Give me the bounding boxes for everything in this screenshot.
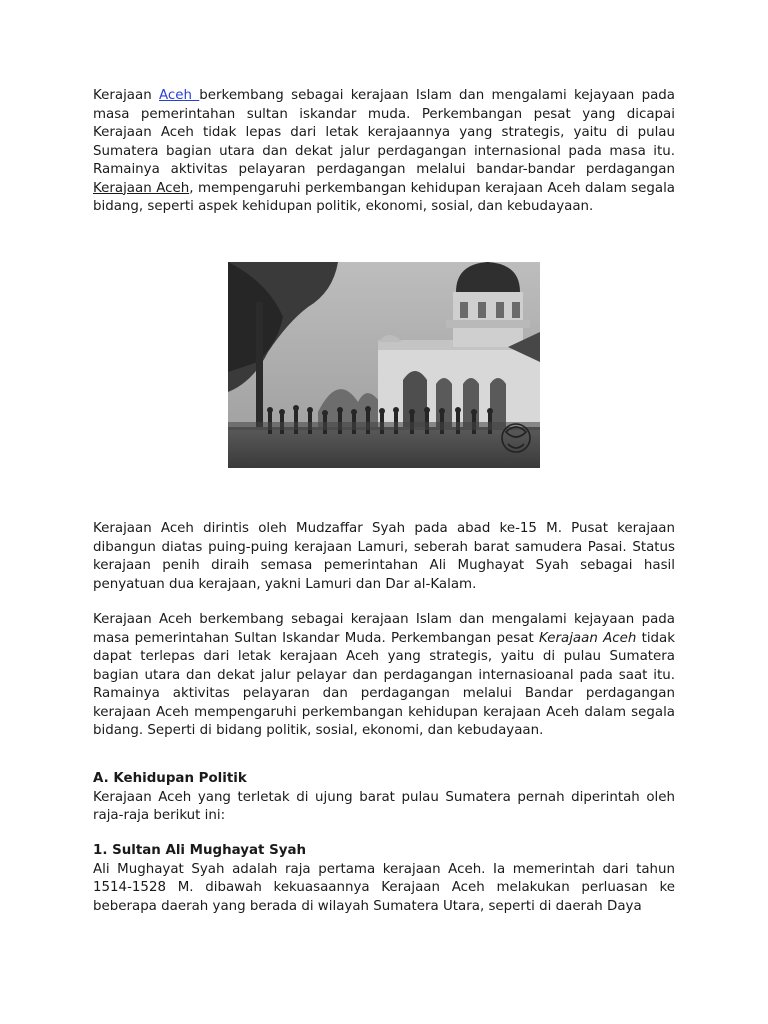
section-ali-heading: 1. Sultan Ali Mughayat Syah xyxy=(93,843,307,858)
intro-text-end: , mempengaruhi perkembangan kehidupan kerajaan Aceh dalam segala bidang, seperti aspek kehidupan politik, ekonomi, sosial, dan kebudayaan. xyxy=(93,180,676,214)
intro-text-start: Kerajaan xyxy=(93,88,159,103)
mosque-photo xyxy=(228,262,540,468)
intro-text-mid: berkembang sebagai kerajaan Islam dan mengalami kejayaan pada masa pemerintahan sultan iskandar muda. Perkembangan pesat yang dicapai Kerajaan Aceh tidak lepas dari letak kerajaannya yang strategis, yaitu di pulau Sumatera bagian utara dan dekat jalur perdagangan internasional pada masa itu. Ramainya aktivitas pelayaran perdagangan melalui bandar-bandar perdagangan xyxy=(93,88,675,177)
kerajaan-aceh-link[interactable]: Kerajaan Aceh xyxy=(93,180,190,196)
aceh-link[interactable]: Aceh xyxy=(158,88,200,103)
section-ali-mughayat-syah xyxy=(93,842,675,916)
section-politik xyxy=(93,770,675,826)
paragraph-3-text-start: Kerajaan Aceh berkembang sebagai kerajaan Islam dan mengalami kejayaan pada masa pemerintahan Sultan Iskandar Muda. Perkembangan pesat xyxy=(93,612,675,646)
section-ali-text: Ali Mughayat Syah adalah raja pertama kerajaan Aceh. Ia memerintah dari tahun 1514-1528 M. dibawah kekuasaannya Kerajaan Aceh melakukan perluasan ke beberapa daerah yang berada di wilayah Sumatera Utara, seperti di daerah Daya xyxy=(93,861,675,914)
paragraph-2 xyxy=(93,520,675,594)
paragraph-3-text-end: tidak dapat terlepas dari letak kerajaan Aceh yang strategis, yaitu di pulau Sumatera bagian utara dan dekat jalur pelayar dan perdagangan internasioanal pada saat itu. Ramainya aktivitas pelayaran dan perdagangan melalui Bandar perdagangan kerajaan Aceh mempengaruhi perkembangan kehidupan kerajaan Aceh dalam segala bidang. Seperti di bidang politik, sosial, ekonomi, dan kebudayaan. xyxy=(93,630,675,738)
section-politik-text: Kerajaan Aceh yang terletak di ujung barat pulau Sumatera pernah diperintah oleh raja-raja berikut ini: xyxy=(93,789,675,823)
intro-paragraph xyxy=(93,87,675,217)
section-politik-heading: A. Kehidupan Politik xyxy=(93,771,247,786)
paragraph-3-italic: Kerajaan Aceh xyxy=(538,630,637,646)
paragraph-3 xyxy=(93,611,675,741)
paragraph-2-text: Kerajaan Aceh dirintis oleh Mudzaffar Syah pada abad ke-15 M. Pusat kerajaan dibangun diatas puing-puing kerajaan Lamuri, seberah barat samudera Pasai. Status kerajaan penih diraih semasa pemerintahan Ali Mughayat Syah sebagai hasil penyatuan dua kerajaan, yakni Lamuri dan Dar al-Kalam. xyxy=(93,521,675,592)
